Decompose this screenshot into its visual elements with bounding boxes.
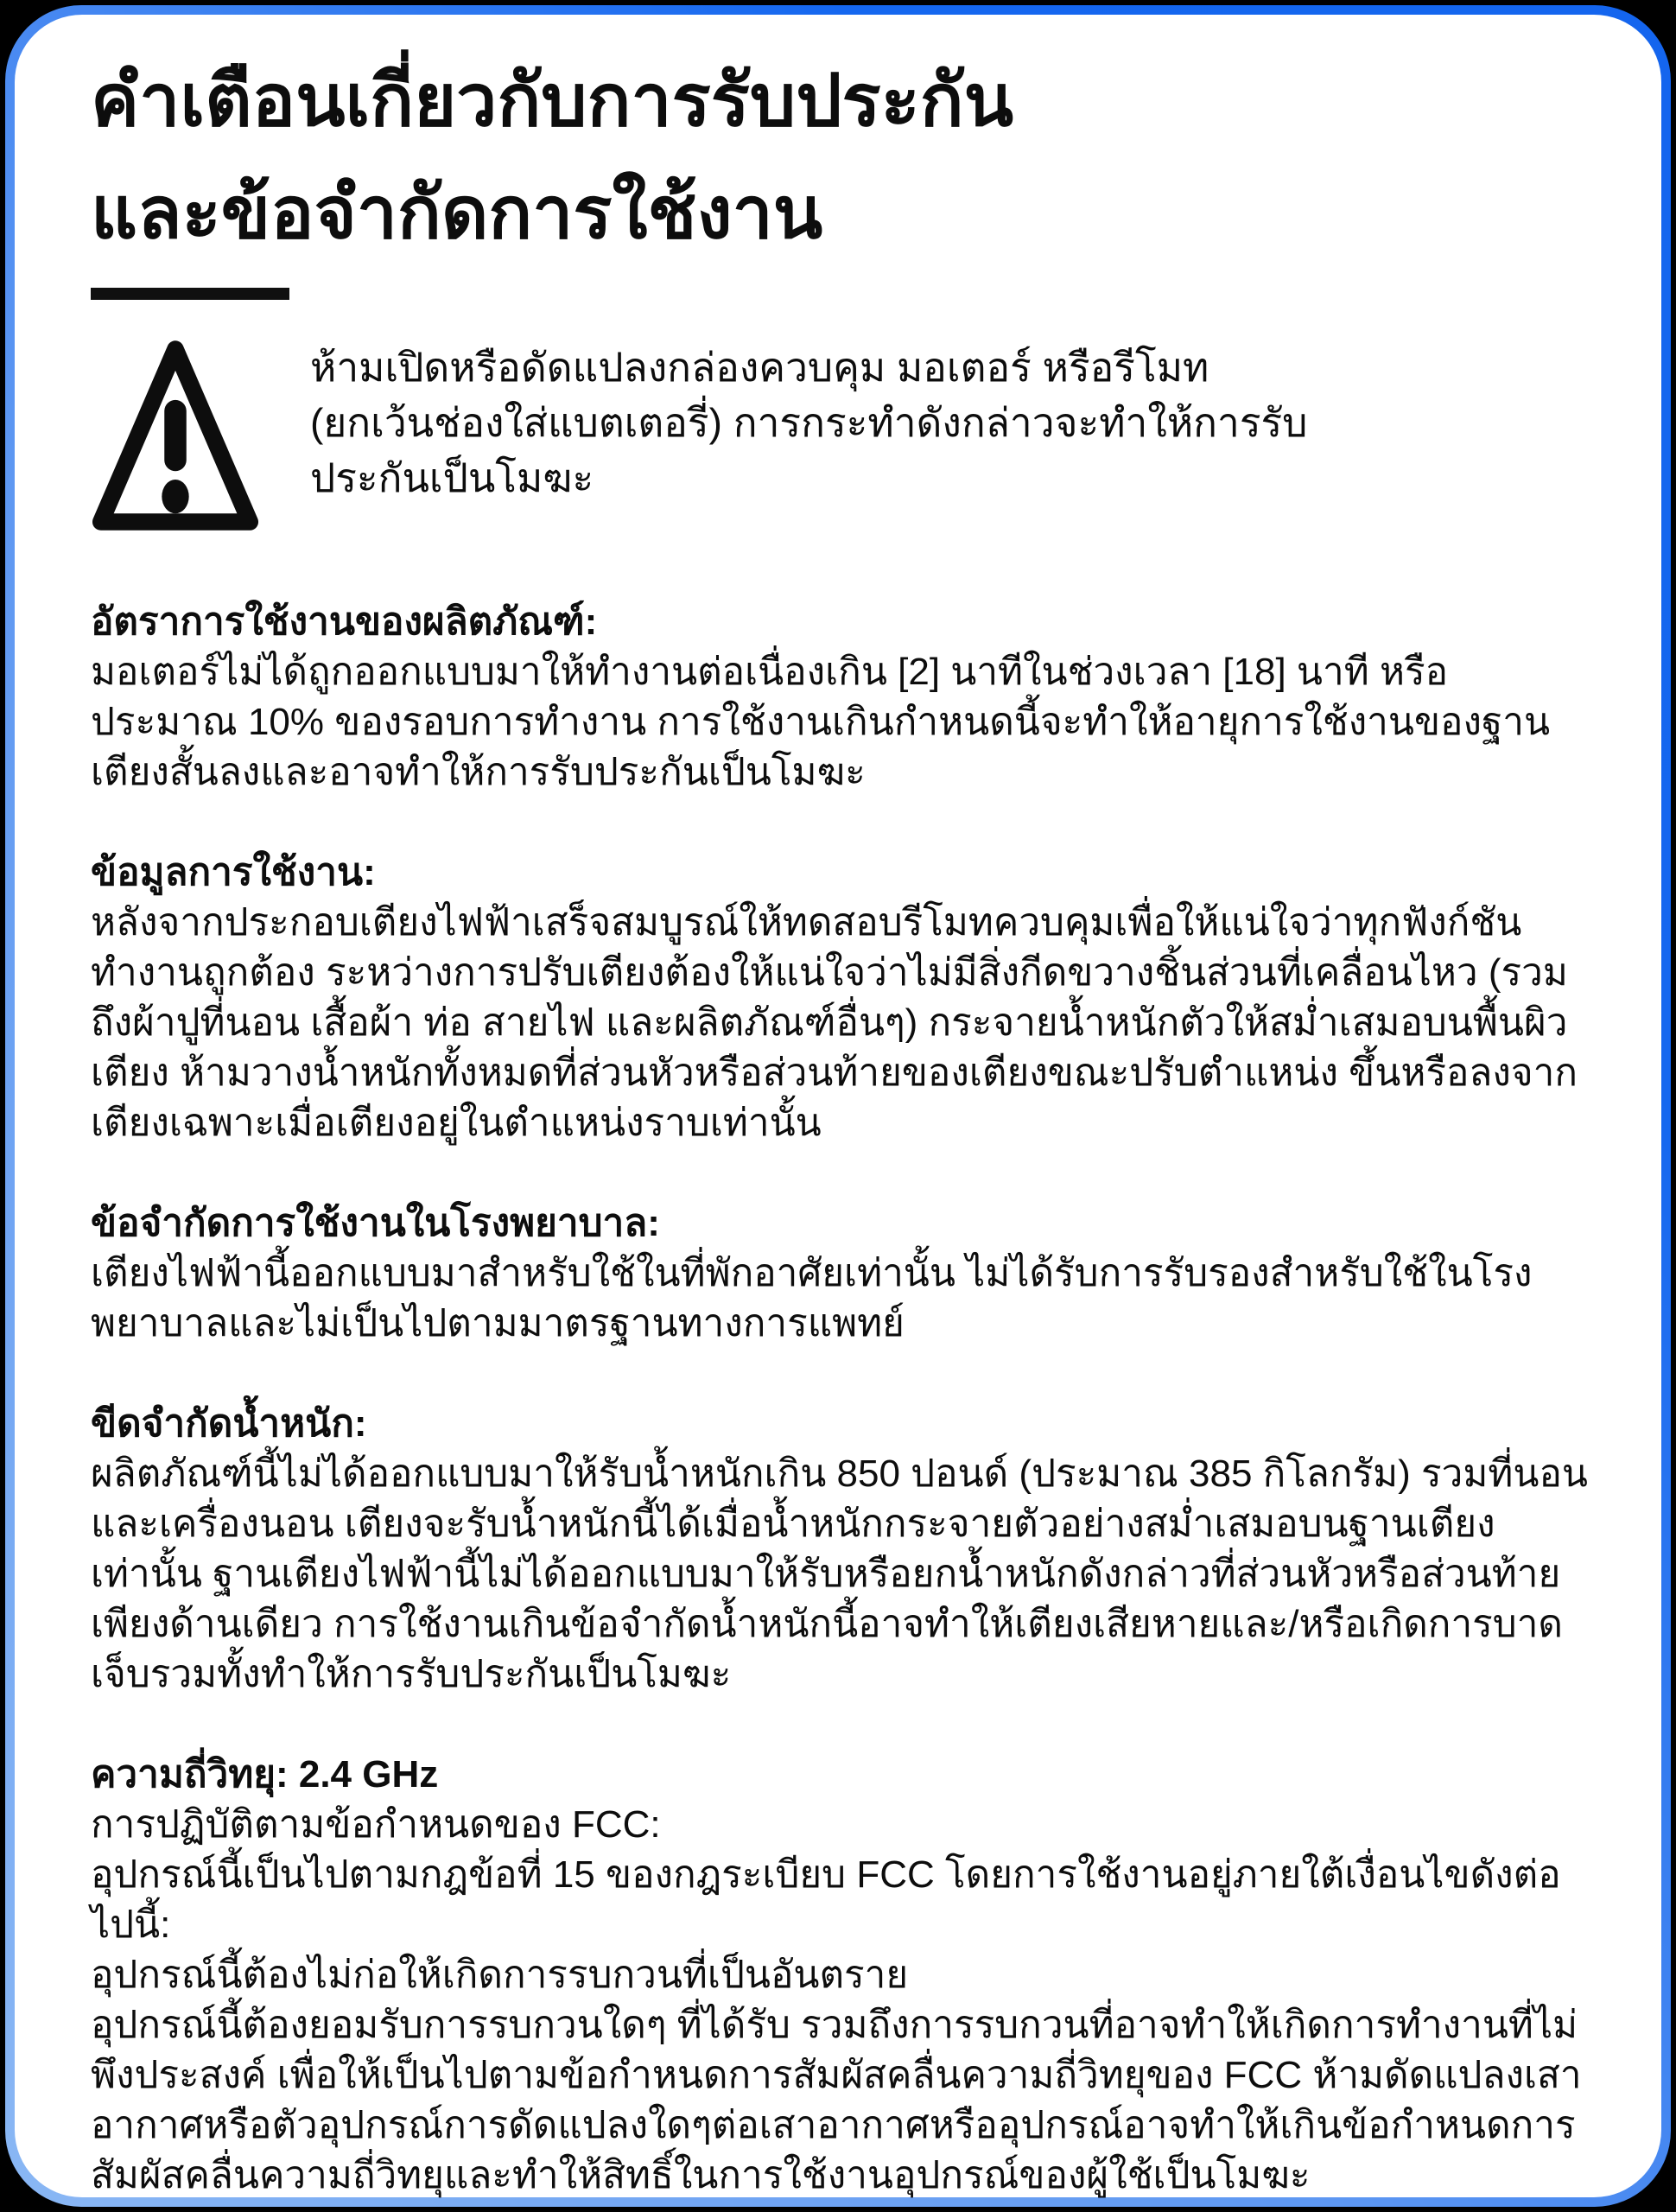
section-header: ข้อมูลการใช้งาน:: [91, 851, 376, 893]
section-hospital-restriction: [91, 1198, 1589, 1349]
blue-gradient-frame: [5, 5, 1671, 2207]
section-header: ข้อจำกัดการใช้งานในโรงพยาบาล:: [91, 1202, 660, 1244]
section-paragraph: การปฏิบัติตามข้อกำหนดของ FCC:: [91, 1803, 661, 1846]
page-title-line1: คำเตือนเกี่ยวกับการรับประกัน: [91, 60, 1014, 141]
page-title-line2: และข้อจำกัดการใช้งาน: [91, 172, 823, 253]
section-header: ความถี่วิทยุ: 2.4 GHz: [91, 1753, 439, 1796]
title-underline: [91, 288, 289, 300]
page-title: [91, 44, 1589, 269]
section-header: อัตราการใช้งานของผลิตภัณฑ์:: [91, 601, 598, 643]
white-panel: [15, 15, 1661, 2197]
section-paragraph: อุปกรณ์นี้เป็นไปตามกฎข้อที่ 15 ของกฎระเบียบ FCC โดยการใช้งานอยู่ภายใต้เงื่อนไขดังต่อไปนี้:: [91, 1853, 1561, 1946]
warning-triangle-icon: [91, 334, 260, 540]
section-paragraph: มอเตอร์ไม่ได้ถูกออกแบบมาให้ทำงานต่อเนื่องเกิน [2] นาทีในช่วงเวลา [18] นาที หรือประมาณ 10% ของรอบการทำงาน การใช้งานเกินกำหนดนี้จะทำให้อายุการใช้งานของฐานเตียงสั้นลงและอาจทำให้การรับประกันเป็นโมฆะ: [91, 651, 1551, 793]
page-content: [91, 44, 1589, 2212]
warning-text: ห้ามเปิดหรือดัดแปลงกล่องควบคุม มอเตอร์ หรือรีโมท (ยกเว้นช่องใส่แบตเตอรี่) การกระทำดังกล่าวจะทำให้การรับประกันเป็นโมฆะ: [310, 345, 1308, 500]
section-usage-info: [91, 848, 1589, 1148]
section-duty-cycle: [91, 597, 1589, 798]
section-paragraph: อุปกรณ์นี้ต้องยอมรับการรบกวนใดๆ ที่ได้รับ รวมถึงการรบกวนที่อาจทำให้เกิดการทำงานที่ไม่พึงประสงค์ เพื่อให้เป็นไปตามข้อกำหนดการสัมผัสคลื่นความถี่วิทยุของ FCC ห้ามดัดแปลงเสาอากาศหรือตัวอุปกรณ์การดัดแปลงใดๆต่อเสาอากาศหรืออุปกรณ์อาจทำให้เกินข้อกำหนดการสัมผัสคลื่นความถี่วิทยุและทำให้สิทธิ์ในการใช้งานอุปกรณ์ของผู้ใช้เป็นโมฆะ: [91, 2004, 1582, 2196]
section-weight-limit: [91, 1399, 1589, 1700]
section-header: ขีดจำกัดน้ำหนัก:: [91, 1402, 367, 1445]
section-paragraph: เตียงไฟฟ้านี้ออกแบบมาสำหรับใช้ในที่พักอาศัยเท่านั้น ไม่ได้รับการรับรองสำหรับใช้ในโรงพยาบาลและไม่เป็นไปตามมาตรฐานทางการแพทย์: [91, 1252, 1533, 1344]
section-paragraph: หลังจากประกอบเตียงไฟฟ้าเสร็จสมบูรณ์ให้ทดสอบรีโมทควบคุมเพื่อให้แน่ใจว่าทุกฟังก์ชันทำงานถูกต้อง ระหว่างการปรับเตียงต้องให้แน่ใจว่าไม่มีสิ่งกีดขวางชิ้นส่วนที่เคลื่อนไหว (รวมถึงผ้าปูที่นอน เสื้อผ้า ท่อ สายไฟ และผลิตภัณฑ์อื่นๆ) กระจายน้ำหนักตัวให้สม่ำเสมอบนพื้นผิวเตียง ห้ามวางน้ำหนักทั้งหมดที่ส่วนหัวหรือส่วนท้ายของเตียงขณะปรับตำแหน่ง ขึ้นหรือลงจากเตียงเฉพาะเมื่อเตียงอยู่ในตำแหน่งราบเท่านั้น: [91, 901, 1578, 1144]
section-paragraph: ผลิตภัณฑ์นี้ไม่ได้ออกแบบมาให้รับน้ำหนักเกิน 850 ปอนด์ (ประมาณ 385 กิโลกรัม) รวมที่นอนและเครื่องนอน เตียงจะรับน้ำหนักนี้ได้เมื่อน้ำหนักกระจายตัวอย่างสม่ำเสมอบนฐานเตียงเท่านั้น ฐานเตียงไฟฟ้านี้ไม่ได้ออกแบบมาให้รับหรือยกน้ำหนักดังกล่าวที่ส่วนหัวหรือส่วนท้ายเพียงด้านเดียว การใช้งานเกินข้อจำกัดน้ำหนักนี้อาจทำให้เตียงเสียหายและ/หรือเกิดการบาดเจ็บรวมทั้งทำให้การรับประกันเป็นโมฆะ: [91, 1452, 1588, 1695]
sections: [91, 597, 1589, 2201]
section-radio-frequency: [91, 1750, 1589, 2201]
warning-callout: [91, 334, 1589, 540]
section-paragraph: อุปกรณ์นี้ต้องไม่ก่อให้เกิดการรบกวนที่เป็นอันตราย: [91, 1954, 909, 1996]
